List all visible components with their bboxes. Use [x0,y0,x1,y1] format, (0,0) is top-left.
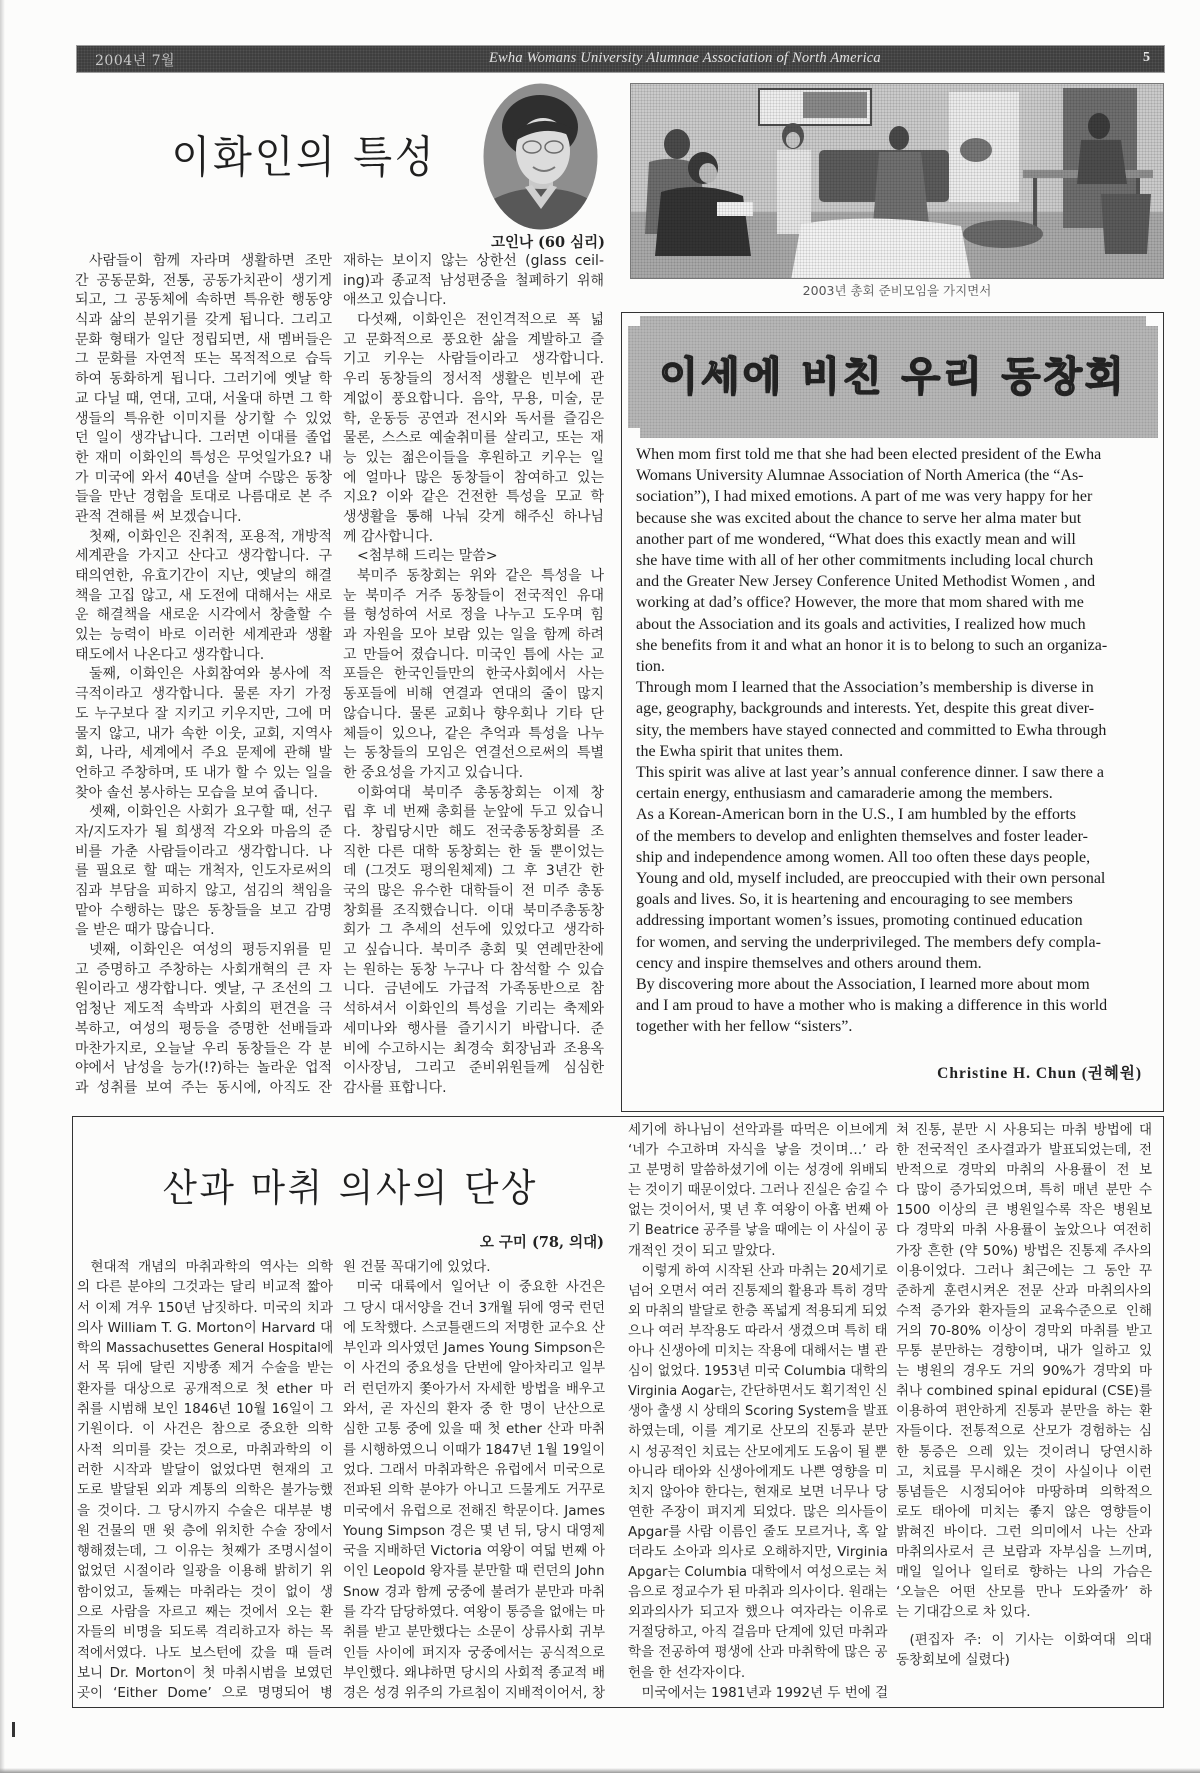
text-line: 데 (그것도 평의원체제) 그 후 3년간 한 [343,863,604,880]
text-line: 이 사건의 중요성을 단번에 알아차리고 일부 [343,1360,605,1377]
text-line: 간 공동문화, 전통, 공동가치관이 생기게 [75,272,332,289]
text-line: 한 통증은 으레 있는 것이려니 당연시하 [896,1443,1152,1460]
article-column [77,1257,333,1704]
meeting-photo-image [631,84,1164,279]
text-line: 거절당하고, 아직 걸음마 단계에 있던 마취과 [628,1624,888,1641]
text-line: 계없이 풍요합니다. 음악, 무용, 미술, 문 [343,390,604,407]
text-line: 관적 견해를 써 보겠습니다. [75,508,242,525]
text-line: sociation”), I had mixed emotions. A part of me was very happy for her [636,488,1093,506]
photo-caption: 2003년 총회 준비모임을 가지면서 [802,283,992,298]
text-line: 미국에서 유럽으로 전해진 학문이다. James [343,1502,605,1519]
text-line: 창회를 조직했습니다. 이대 북미주총동창 [343,902,604,919]
text-line: 학을 전공하여 평생에 산과 마취학에 많은 공 [628,1644,888,1661]
text-line: As a Korean-American born in the U.S., I am humbled by the efforts [636,806,1077,824]
text-line: about the Association and its goals and activities, I realized how much [636,615,1086,633]
photo-person-face [786,132,800,148]
text-line: 를 필요로 할 때는 개척자, 인도자로써의 [75,863,332,880]
issue-date: 2004년 7월 [95,53,176,69]
text-line: 맡아 수행하는 많은 동창들을 보고 감명 [75,902,332,919]
text-line: 인들 사이에 퍼지자 궁중에서는 공식적으로 [343,1644,605,1661]
photo-chair [1101,194,1151,254]
text-line: 외 마취의 발달로 한층 폭넓게 적용되게 되었 [628,1302,888,1319]
text-line: 지요? 이와 같은 건전한 특성을 모교 학 [343,489,604,506]
photo-person-face [699,163,717,183]
photo-person-body [777,150,811,234]
text-line: goals and lives. So, it is heartening and encouraging to see members [636,891,1073,909]
text-line: 헌을 한 선각자이다. [628,1664,746,1681]
article-column [628,1120,888,1703]
text-line: she benefits from it and what an honor it is to belong to such an organiza- [636,636,1108,654]
text-line: 생생활을 통해 나눠 갖게 해주신 하나님 [343,508,604,525]
text-line: 취나 combined spinal epidural (CSE)를 [896,1383,1152,1400]
article-title-anesthesia: 산과 마취 의사의 단상 [162,1166,539,1210]
photo-wall-frame [759,89,871,125]
text-line: 한 중요성을 가지고 있습니다. [343,764,524,781]
text-line: 물론, 스스로 예술취미를 살리고, 또는 재 [343,430,604,447]
text-line: 고 만들어 졌습니다. 미국인 틈에 사는 교 [343,646,604,663]
text-line: another part of me wondered, “What does this exactly mean and will [636,530,1076,548]
text-line: 마취의사로서 큰 보람과 자부심을 느끼며, [896,1543,1152,1560]
page-header-bar [76,45,1165,73]
text-line: 국을 지배하던 Victoria 여왕이 여덟 번째 아 [343,1543,605,1560]
photo-table-cloth [791,218,971,279]
text-line: 을 것이다. 그 당시까지 수술은 대부분 병 [77,1502,333,1519]
text-line: 자/지도자가 될 희생적 각오와 마음의 준 [75,823,332,840]
photo-wall [631,84,1164,279]
text-line: 와서, 곧 자신의 환자 중 한 명이 난산으로 [343,1401,605,1418]
text-line: 고 분명히 말씀하셨기에 이는 성경에 위배되 [628,1162,888,1179]
author-byline: 고인나 (60 심리) [490,234,605,251]
text-line: 극적이라고 생각합니다. 물론 자기 가정 [75,686,332,703]
text-line: 생들의 특유한 이미지를 상기할 수 있었 [75,410,332,427]
photo-person-head [782,123,804,149]
text-line: 곳이 ‘Either Dome’ 으로 명명되어 병 [77,1685,333,1702]
photo-person-head [1088,113,1110,139]
text-line: 학, 운동등 공연과 전시와 독서를 즐김은 [343,410,604,427]
text-line: 를 각각 담당하였다. 여왕이 통증을 없애는 마 [343,1604,605,1621]
text-line: 다 경막외 마취 사용률이 높았으나 여전히 [896,1222,1152,1239]
portrait-photo [483,83,598,230]
text-line: 거의 70-80% 이상이 경막외 마취를 받고 [896,1322,1152,1339]
text-line: 반적으로 경막외 마취의 사용률이 전 보 [896,1162,1152,1179]
text-line: 러 런던까지 쫓아가서 자세한 방법을 배우고 [343,1380,605,1397]
text-line: 의사 William T. G. Morton이 Harvard 대 [77,1319,333,1336]
text-line: 들을 만난 경험을 토대로 나름대로 본 주 [75,489,332,506]
editor-note-line: 동창회보에 실렸다) [896,1652,1010,1669]
text-line: 비를 가춘 사람들이라고 생각합니다. 나 [75,843,332,860]
text-line: 외과의사가 되고자 했으나 여자라는 이유로 [628,1604,888,1621]
text-line: 는 것이기 때문이었다. 그러나 진실은 숨길 수 [628,1182,888,1199]
text-line: together with her fellow “sisters”. [636,1018,853,1036]
text-line: 1500 이상의 큰 병원일수록 작은 병원보 [896,1202,1152,1219]
photo-person-body [655,187,751,256]
photo-person-head [889,126,909,150]
text-line: ship and independence among women. All too often these days people, [636,848,1091,866]
text-line: 능 있는 젊은이들을 후원하고 키우는 일 [343,449,604,466]
text-line: 으나 여러 부작용도 따라서 생겼으며 특히 태 [628,1322,888,1339]
text-line: Virginia Aogar는, 간단하면서도 획기적인 신 [628,1383,888,1400]
text-line: 학의 Massachusettes General Hospital에 [77,1340,334,1357]
text-line: 자들의 비명을 되도록 격리하고자 하는 목 [77,1624,333,1641]
text-line: 고, 치료를 무시해온 것이 사실이나 이런 [896,1463,1152,1480]
photo-floor [631,212,1164,279]
text-line: for women, and serving the underprivileged. The members defy compla- [636,933,1101,951]
text-line: Young Simpson 경은 몇 년 뒤, 당시 대영제 [343,1522,606,1539]
text-line: 회가 그 추세의 선두에 있었다고 생각하 [343,922,604,939]
text-line: 재하는 보이지 않는 상한선 (glass ceil- [343,253,604,269]
text-line: 둘째, 이화인은 사회참여와 봉사에 적 [89,666,332,683]
photo-papers [717,202,753,216]
text-line: 비에 수고하시는 최경숙 회장님과 조용옥 [343,1040,604,1057]
text-line: 않습니다. 물론 교회나 향우회나 기타 단 [343,705,604,722]
text-line: This spirit was alive at last year’s annual conference dinner. I saw there a [636,764,1104,782]
text-line: 없는 것이어서, 몇 년 후 여왕이 아홉 번째 아 [628,1202,889,1219]
text-line: 경은 성경 위주의 가르침이 지배적이어서, 창 [343,1685,605,1702]
text-line: Snow 경과 함께 궁중에 불려가 분만과 마취 [343,1583,605,1600]
text-line: 부인했다. 왜냐하면 당시의 사회적 종교적 배 [343,1664,605,1681]
text-line: 사람들이 함께 자라며 생활하면 조만 [89,253,332,269]
text-line: 고 싶습니다. 북미주 총회 및 연례만찬에 [343,942,604,959]
text-line: working at dad’s office? However, the more that mom shared with me [636,594,1084,612]
text-line: 없었던 시절이라 일광을 이용해 밝히기 위 [77,1563,333,1580]
text-line: 다. 창립당시만 해도 전국총동창회를 조 [343,823,604,840]
text-line: 석하셔서 이화인의 특성을 기리는 축제와 [343,1001,604,1018]
text-line: 운 해결책을 새로운 시각에서 창출할 수 [75,607,332,624]
text-line: 이용이었다. 그러나 최근에는 그 동안 꾸 [896,1262,1152,1279]
text-line: tion. [636,658,665,676]
text-line: 감사를 표합니다. [343,1079,447,1096]
text-line: 수적 증가와 환자들의 교육수준으로 인해 [896,1302,1152,1319]
text-line: 교 다닐 때, 연대, 고대, 서울대 하면 그 학 [75,390,332,407]
text-line: 세기에 하나님이 선악과를 따먹은 이브에게 [628,1122,888,1138]
text-line: 서 목 뒤에 달린 지방종 제거 수술을 받는 [77,1360,333,1377]
text-line: 연한 주장이 펴지게 되었다. 많은 의사들이 [628,1503,888,1520]
text-line: 한 전국적인 조사결과가 발표되었는데, 전 [896,1142,1152,1159]
scan-mark [12,1722,15,1737]
text-line: 가장 흔한 (약 50%) 방법은 진통제 주사의 [896,1242,1152,1259]
text-line: and the Greater New Jersey Conference United Methodist Women , and [636,573,1096,591]
text-line: 아나 신생아에 미치는 작용에 대해서는 별 관 [628,1343,888,1360]
text-line: ‘오늘은 어떤 산모를 만나 도와줄까’ 하 [896,1584,1152,1601]
text-line: 로도 태아에 미치는 좋지 않은 영향들이 [896,1503,1152,1520]
text-line: 고 증명하고 주창하는 사회개혁의 큰 자 [75,961,332,978]
text-line: 는 기대감으로 차 있다. [896,1604,1031,1621]
text-line: 복하고, 여성의 평등을 증명한 선배들과 [75,1020,332,1037]
text-line: and I am proud to have a mother who is making a difference in this world [636,997,1108,1015]
photo-desk-leg [1033,178,1037,238]
text-line: 그 문화를 자연적 또는 목적적으로 습득 [75,351,332,368]
text-line: 기 Beatrice 공주를 낳을 때에는 이 사실이 공 [628,1222,888,1239]
text-line: 고 문화적으로 풍요한 삶을 계발하고 즐 [343,331,604,348]
photo-desk-leg [1136,178,1140,238]
photo-desk [1023,170,1153,178]
text-line: By discovering more about the Association, I learned more about mom [636,976,1090,994]
text-line: 현대적 개념의 마취과학의 역사는 의학 [90,1259,333,1275]
text-line: Young and old, myself included, are preoccupied with their own personal [636,870,1106,888]
text-line: 도 누구보다 잘 지키고 키우지만, 그에 머 [75,705,332,722]
text-line: 국의 많은 유수한 대학들이 전 미주 총동 [343,883,604,899]
text-line: 이렇게 하여 시작된 산과 마취는 20세기로 [641,1262,888,1279]
photo-person-head [688,152,718,184]
text-line: 언하고 주창하며, 또 내가 할 수 있는 일을 [75,764,332,781]
editor-note-line: (편집자 주: 이 기사는 이화여대 의대 [909,1632,1152,1649]
author-portrait [483,83,598,230]
text-line: 세미나와 행사를 즐기시기 바랍니다. 준 [343,1020,604,1037]
text-line: 준하게 훈련시켜온 전문 산과 마취의사의 [896,1282,1152,1299]
text-line: the Ewha spirit that unites them. [636,742,844,760]
text-line: 원 건물의 맨 윗 층에 위치한 수술 장에서 [77,1522,333,1539]
text-line: When mom first told me that she had been elected president of the Ewha [636,446,1102,463]
text-line: 심한 고통 중에 있을 때 첫 ether 산과 마취 [343,1421,605,1438]
article-title-traits: 이화인의 특성 [171,132,437,183]
text-line: 시 성공적인 치료는 산모에게도 도움이 될 뿐 [628,1443,888,1460]
text-line: 는 원하는 동창 누구나 다 참석할 수 있습 [343,961,604,978]
text-line: 이인 Leopold 왕자를 분만할 때 런던의 John [343,1563,605,1580]
text-line: 러한 시작과 발달이 없었다면 현재의 고 [77,1461,333,1478]
text-line: 회, 나라, 세계에서 주요 문제에 관해 발 [75,745,332,762]
article-column [343,1257,605,1704]
text-line: 애쓰고 있습니다. [343,292,447,309]
text-line: 적에서였다. 나도 보스턴에 갔을 때 들려 [77,1644,333,1661]
photo-person-body [645,159,705,234]
text-line: 에 도착했다. 스코틀랜드의 저명한 교수요 산 [343,1319,605,1336]
text-line: 보니 Dr. Morton이 첫 마취시범을 보였던 [77,1664,333,1681]
text-line: 기고 키우는 사람들이라고 생각합니다. [343,351,604,368]
text-line: 립 후 네 번째 총회를 눈앞에 두고 있습니 [343,804,604,821]
article-column [896,1120,1152,1671]
text-line: 부인과 의사였던 James Young Simpson은 [343,1340,605,1357]
text-line: Apgar를 사람 이름인 줄도 모르거나, 혹 알 [628,1523,888,1540]
text-line: 식과 삶의 분위기를 갖게 됩니다. 그리고 [75,312,332,329]
text-line: 넘어 오면서 여러 진통제의 활용과 특히 경막 [628,1282,888,1299]
text-line: 원이라고 생각합니다. 옛날, 구 조선의 그 [75,981,332,998]
text-line: 셋째, 이화인은 사회가 요구할 때, 선구 [89,804,332,821]
text-line: 직한 다른 대학 동창회는 한 둘 뿐이었는 [343,843,604,860]
text-line: because she was excited about the chance to serve her alma mater but [636,509,1082,527]
text-line: 개적인 것이 되고 말았다. [628,1242,776,1259]
text-line: 다 많이 증가되었으며, 특히 매년 분만 수 [896,1182,1152,1199]
text-line: 음으로 정교수가 된 마취과 의사이다. 원래는 [628,1584,888,1601]
english-article-title: 이세에 비친 우리 동창회 [659,354,1127,400]
text-line: 환자를 대상으로 공개적으로 첫 ether 마 [77,1380,333,1397]
text-line: 으로 사람을 자르고 째는 것에서 오는 환 [77,1604,333,1621]
text-line: 눈 북미주 거주 동창들이 전국적인 유대 [343,587,604,604]
text-line: 께 감사합니다. [343,528,434,545]
text-line: 되고, 그 공동체에 속하면 특유한 행동양 [75,292,332,309]
photo-doorway [1063,88,1137,228]
text-line: 다섯째, 이화인은 전인격적으로 폭 넓 [357,312,604,329]
text-line: ‘네가 수고하며 자식을 낳을 것이며…’ 라 [628,1142,888,1159]
text-line: 도로 발달된 외과 계통의 의학은 불가능했 [77,1482,333,1499]
text-line: 밝혀진 바이다. 그런 의미에서 나는 산과 [896,1523,1152,1540]
text-line: ing)과 종교적 남성편중을 철폐하기 위해 [343,272,604,289]
author-byline: 오 구미 (78, 의대) [479,1234,604,1251]
text-line: 던 일이 생각납니다. 그러면 이대를 졸업 [75,430,332,447]
text-line: 쳐 진통, 분만 시 사용되는 마취 방법에 대 [896,1122,1152,1138]
text-line: 를 형성하여 서로 정을 나누고 도우며 힘 [343,607,604,624]
text-line: 야에서 남성을 능가(!?)하는 놀라운 업적 [75,1060,332,1077]
text-line: 찾아 솔선 봉사하는 모습을 보여 줍니다. [75,784,319,801]
text-line: 무통 분만하는 경향이며, 내가 일하고 있 [896,1343,1152,1360]
text-line: sity, the members have stayed connected and committed to Ewha through [636,721,1107,739]
publication-title: Ewha Womans University Alumnae Association of North America [489,50,881,66]
photo-person-head [664,129,690,159]
text-line: of the members to develop and enlighten themselves and foster leader- [636,827,1088,845]
text-line: 원 건물 꼭대기에 있었다. [343,1259,491,1275]
text-line: 미국 대륙에서 일어난 이 중요한 사건은 [356,1279,605,1296]
text-line: 생아 출생 시 상태의 Scoring System을 발표 [628,1403,889,1420]
text-line: 마찬가지로, 오늘날 우리 동창들은 각 분 [75,1040,332,1057]
text-line: 체들이 있으나, 같은 추억과 특성을 나누 [343,725,604,742]
text-line: 이사장님, 그리고 준비위원들께 심심한 [343,1060,604,1077]
text-line: 포들은 한국인들만의 한국사회에서 사는 [343,666,604,683]
text-line: 동포들에 비해 연결과 연대의 줄이 많지 [343,686,604,703]
photo-sofa [819,150,949,202]
text-line: 었다. 그래서 마취과학은 유럽에서 미국으로 [343,1461,605,1478]
text-line: age, geography, backgrounds and interests. Yet, despite this great diver- [636,700,1095,718]
text-line: 아니라 태아와 신생아에게도 나쁜 영향을 미 [628,1463,888,1480]
text-line: 행해졌는데, 그 이유는 첫째가 조명시설이 [77,1543,333,1560]
photo-window [949,92,1019,202]
text-line: 엄청난 제도적 속박과 사회의 편견을 극 [75,1001,332,1018]
text-line: 에 얼마나 많은 동창들이 참여하고 있는 [343,469,604,486]
text-line: 전파된 의학 분야가 아니고 드물게도 거꾸로 [343,1482,605,1499]
photo-wall-picture [803,92,867,118]
text-line: 매일 일어나 일터로 향하는 나의 가슴은 [896,1564,1152,1581]
text-line: 이화여대 북미주 총동창회는 이제 창 [357,784,604,801]
photo-person-body [1077,140,1127,184]
text-line: 는 동창들의 모임은 연결선으로써의 특별 [343,745,604,762]
text-line: 취를 받고 분만했다는 소문이 상류사회 귀부 [343,1624,605,1641]
text-line: 있는 능력이 바로 이러한 세계관과 생활 [75,627,332,644]
text-line: 북미주 동창회는 위와 같은 특성을 나 [357,568,604,584]
text-line: certain energy, enthusiasm and camaraderie among the members. [636,785,1053,803]
text-line: 를 시행하였으니 이때가 1847년 1월 19일이 [343,1441,606,1458]
text-line: 그 당시 대서양을 건너 3개월 뒤에 영국 런던 [343,1299,605,1316]
text-line: 기원이다. 이 사건은 참으로 중요한 의학 [77,1421,333,1438]
text-line: 이용하여 편안하게 진통과 분만을 하는 환 [896,1403,1152,1420]
english-article-signature: Christine H. Chun (권혜원) [937,1065,1142,1082]
meeting-photo [630,83,1164,279]
text-line: addressing important women’s issues, promoting continued education [636,912,1083,930]
text-line: 문화 형태가 일단 정립되면, 새 멤버들은 [75,331,332,348]
text-line: 심이 없었다. 1953년 미국 Columbia 대학의 [628,1363,889,1380]
text-line: 는 병원의 경우도 거의 90%가 경막외 마 [896,1363,1152,1380]
text-line: 첫째, 이화인은 진취적, 포용적, 개방적 [89,528,332,545]
text-line: 가 미국에 와서 40년을 살며 수많은 동창 [75,469,332,486]
portrait-oval [483,83,598,230]
text-line: 과 자원을 모아 보람 있는 일을 함께 하려 [343,627,604,644]
text-line: Apgar는 Columbia 대학에서 여성으로는 처 [628,1564,888,1581]
text-line: 태도에서 나온다고 생각합니다. [75,646,265,663]
photo-person-body [873,152,929,224]
text-line: 태의연한, 유효기간이 지난, 옛날의 해결 [75,568,332,584]
text-line: 니다. 금년에도 가급적 가족동반으로 참 [343,981,604,998]
english-article-body [636,444,1158,1038]
text-line: cency and inspire themselves and others around them. [636,954,982,972]
text-line: 미국에서는 1981년과 1992년 두 번에 걸 [641,1684,889,1701]
text-line: 통념들은 시정되어야 마땅하며 의학적으 [896,1483,1152,1500]
page-number: 5 [1143,50,1150,65]
article-column [75,252,332,1099]
text-line: 우리 동창들의 정서적 생활은 빈부에 관 [343,371,604,388]
text-line: 세계관을 가지고 산다고 생각합니다. 구 [75,548,332,565]
text-line: 물지 않고, 내가 속한 이웃, 교회, 지역사 [75,725,332,742]
text-line: 하여 동화하게 됩니다. 그러기에 옛날 학 [75,371,332,388]
scan-edge-bottom [0,1768,1200,1773]
text-line: 치지 않아야 한다는, 현재로 보면 너무나 당 [628,1483,888,1500]
photo-ottoman [963,220,1043,248]
text-line: 짐과 부담을 피하지 않고, 섬김의 책임을 [75,883,332,899]
text-line: 을 받은 때가 많습니다. [75,922,215,939]
text-line: 과 성취를 보여 주는 동시에, 아직도 잔 [75,1079,332,1096]
text-line: <첨부해 드리는 말씀> [357,548,498,565]
text-line: 자들이다. 전통적으로 산모가 경험하는 심 [896,1423,1152,1440]
scan-edge-left [0,0,5,1773]
text-line: 한 재미 이화인의 특성은 무엇일가요? 내 [75,449,332,466]
text-line: 책을 고집 않고, 새 도전에 대해서는 새로 [75,587,332,604]
text-line: she have time with all of her other commitments including local church [636,552,1094,570]
text-line: 취를 시범해 보인 1846년 10월 16일이 그 [77,1401,333,1418]
article-column [343,252,604,1099]
text-line: Through mom I learned that the Association’s membership is diverse in [636,679,1094,697]
text-line: 사적 의미를 갖는 것으로, 마취과학의 이 [77,1441,333,1458]
text-line: 서 이제 겨우 150년 남짓하다. 미국의 치과 [77,1299,333,1316]
text-line: 의 다른 분야의 그것과는 달리 비교적 짧아 [77,1279,333,1296]
text-line: 더라도 소아과 의사로 오해하지만, Virginia [628,1543,888,1560]
text-line: 넷째, 이화인은 여성의 평등지위를 믿 [89,942,332,959]
photo-plant [960,138,992,162]
text-line: Womans University Alumnae Association of North America (the “As- [636,467,1084,485]
text-line: 함이었고, 둘째는 마취라는 것이 없이 생 [77,1583,333,1600]
text-line: 하였는데, 이를 계기로 산모의 진통과 분만 [628,1423,888,1440]
